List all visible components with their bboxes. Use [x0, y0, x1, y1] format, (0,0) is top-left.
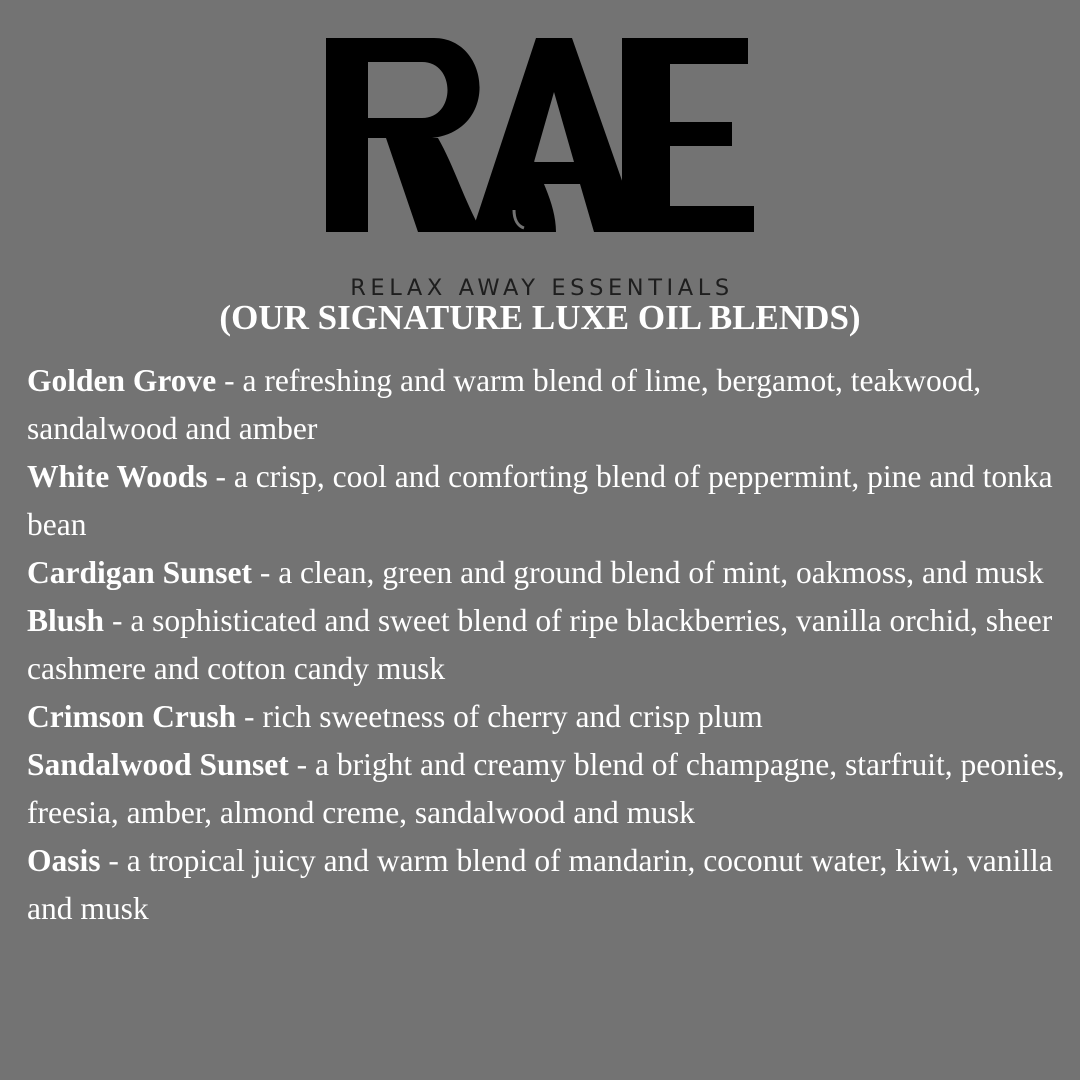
- blend-description: a crisp, cool and comforting blend of peppermint, pine and tonka bean: [27, 459, 1053, 542]
- rae-logo-mark: [322, 34, 762, 232]
- blend-item-golden-grove: [27, 357, 1067, 453]
- blend-name: Oasis: [27, 843, 101, 878]
- blend-item-sandalwood-sunset: [27, 741, 1067, 837]
- blend-separator: -: [288, 747, 315, 782]
- blend-description: a sophisticated and sweet blend of ripe blackberries, vanilla orchid, sheer cashmere and cotton candy musk: [27, 603, 1053, 686]
- blend-separator: -: [236, 699, 263, 734]
- logo-letter-a: [472, 38, 640, 232]
- blend-item-oasis: [27, 837, 1067, 933]
- blend-name: Golden Grove: [27, 363, 217, 398]
- blend-item-crimson-crush: [27, 693, 1067, 741]
- blend-item-white-woods: [27, 453, 1067, 549]
- blend-name: Crimson Crush: [27, 699, 237, 734]
- blend-separator: -: [207, 459, 234, 494]
- blend-description: a refreshing and warm blend of lime, bergamot, teakwood, sandalwood and amber: [27, 363, 982, 446]
- blend-item-blush: [27, 597, 1067, 693]
- brand-logo: [322, 34, 762, 301]
- blend-separator: -: [100, 843, 127, 878]
- blend-separator: -: [104, 603, 131, 638]
- blend-name: Blush: [27, 603, 105, 638]
- blend-description: a clean, green and ground blend of mint, oakmoss, and musk: [278, 555, 1044, 590]
- blend-item-cardigan-sunset: [27, 549, 1067, 597]
- blend-list: [27, 357, 1067, 933]
- blend-separator: -: [216, 363, 243, 398]
- blend-name: Sandalwood Sunset: [27, 747, 289, 782]
- blend-name: Cardigan Sunset: [27, 555, 252, 590]
- blend-separator: -: [251, 555, 279, 590]
- logo-letter-e: [622, 38, 754, 232]
- blend-name: White Woods: [27, 459, 208, 494]
- blend-description: a bright and creamy blend of champagne, starfruit, peonies, freesia, amber, almond creme, sandalwood and musk: [27, 747, 1065, 830]
- page-heading: (OUR SIGNATURE LUXE OIL BLENDS): [219, 298, 861, 337]
- blend-description: rich sweetness of cherry and crisp plum: [262, 699, 763, 734]
- blend-description: a tropical juicy and warm blend of mandarin, coconut water, kiwi, vanilla and musk: [27, 843, 1053, 926]
- brand-tagline: RELAX AWAY ESSENTIALS: [350, 275, 734, 301]
